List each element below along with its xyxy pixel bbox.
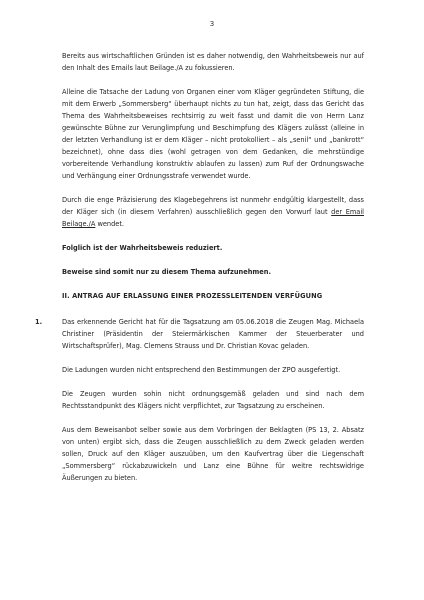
section-heading: II. ANTRAG AUF ERLASSUNG EINER PROZESSLEITENDEN VERFÜGUNG <box>62 292 323 300</box>
paragraph-3 <box>62 194 364 230</box>
paragraph-7: Die Ladungen wurden nicht entsprechend den Bestimmungen der ZPO ausgefertigt. <box>62 366 341 374</box>
evidence-statement: Beweise sind somit nur zu diesem Thema aufzunehmen. <box>62 268 271 276</box>
paragraph-8: Die Zeugen wurden sohin nicht ordnungsgemäß geladen und sind nach dem Rechtsstandpunkt des Klägers nicht verpflichtet, zur Tagsatzung zu erscheinen. <box>62 390 364 410</box>
beilage-a-reference: der Email Beilage./A <box>62 208 365 228</box>
numbered-item-1 <box>35 316 364 352</box>
paragraph-1: Bereits aus wirtschaftlichen Gründen ist es daher notwendig, den Wahrheitsbeweis nur auf den Inhalt des Emails laut Beilage./A zu fokussieren. <box>62 52 364 72</box>
document-body <box>35 50 365 496</box>
page-number: 3 <box>209 20 215 28</box>
conclusion-statement: Folglich ist der Wahrheitsbeweis reduziert. <box>62 244 223 252</box>
paragraph-9: Aus dem Beweisanbot selber sowie aus dem Vorbringen der Beklagten (PS 13, 2. Absatz von unten) ergibt sich, dass die Zeugen ausschließlich zu dem Zweck geladen werden sollen, Druck auf den Kläger auszuüben, um den Kaufvertrag über die Liegenschaft „Sommersberg“ rückabzuwickeln und Lanz eine Bühne für weitre rechtswidrige Äußerungen zu bieten. <box>62 426 364 482</box>
paragraph-3-end: wendet. <box>95 220 125 228</box>
paragraph-6: Das erkennende Gericht hat für die Tagsatzung am 05.06.2018 die Zeugen Mag. Michaela Christiner (Präsidentin der Steiermärkischen Kammer der Steuerberater und Wirtschaftsprüfer), Mag. Clemens Strauss und Dr. Christian Kovac geladen. <box>62 318 364 350</box>
paragraph-2: Alleine die Tatsache der Ladung von Organen einer vom Kläger gegründeten Stiftung, die mit dem Erwerb „Sommersberg“ überhaupt nichts zu tun hat, zeigt, dass das Gericht das Thema des Wahrheitsbeweises rechtsirrig zu weit fasst und damit die von Herrn Lanz gewünschte Bühne zur Verunglimpfung und Beschimpfung des Klägers zulässt (alleine in der letzten Verhandlung ist er dem Kläger – nicht protokolliert – als „senil“ und „bankrott“ bezeichnet), ohne dass dies (wohl getragen von dem Gedanken, die mehrstündige vorbereitende Verhandlung konstruktiv ablaufen zu lassen) zum Ruf der Ordnungswache und Verhängung einer Ordnungsstrafe verwendet wurde. <box>62 88 364 180</box>
paragraph-3-text: Durch die enge Präzisierung des Klagebegehrens ist nunmehr endgültig klargestellt, dass der Kläger sich (in diesem Verfahren) ausschließlich gegen den Vorwurf laut <box>62 196 364 216</box>
item-number: 1. <box>35 318 43 326</box>
